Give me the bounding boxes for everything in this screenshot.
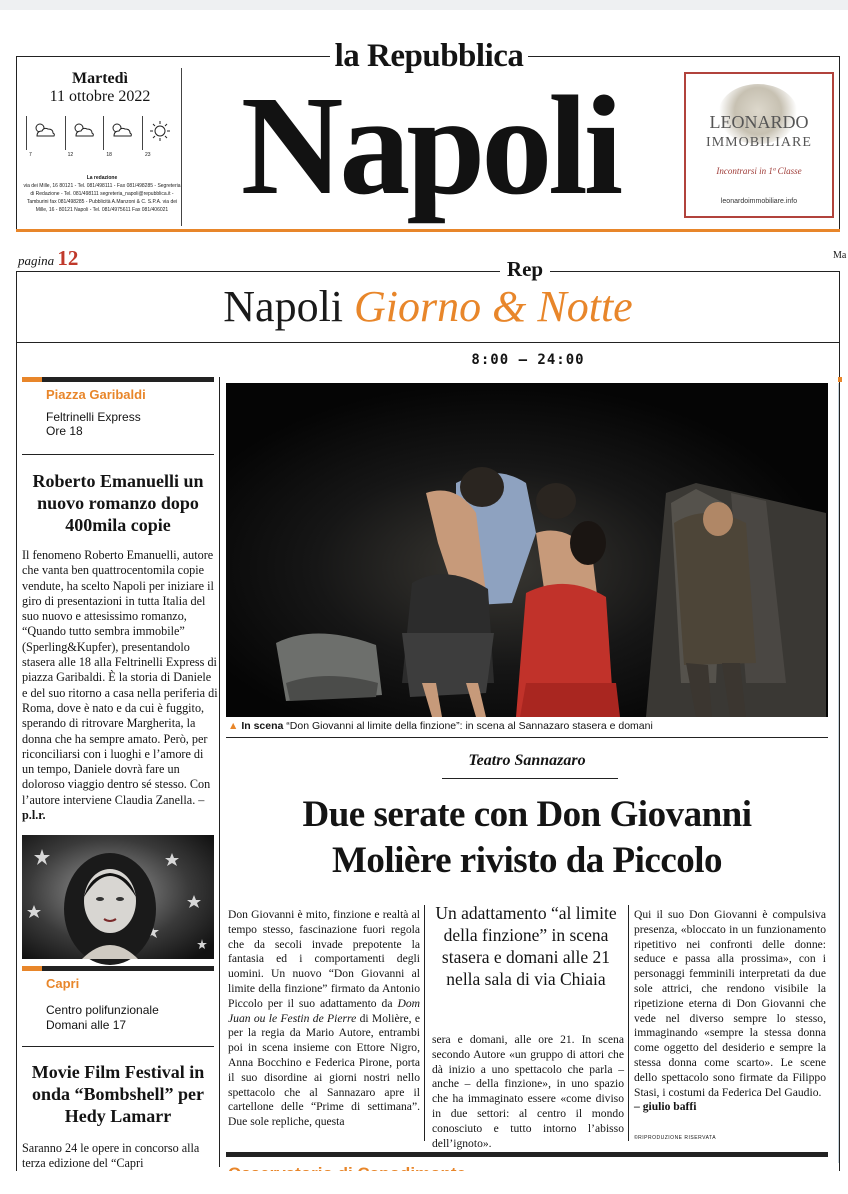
hedy-lamarr-photo (22, 835, 214, 959)
headline-line: Molière rivisto da Piccolo (331, 840, 723, 881)
adjacent-page-accent (838, 377, 842, 382)
body-text: di Molière, e per la regia da Mario Autore, entrambi poi in scena insieme con Ettore Nigro, Anna Bocchino e Federica Pirone, porta il suo disordine ai giorni nostri nello spettacolo che al Sannazaro apre il cartellone delle “Prime di settimana”. Due sole repliche, questa (228, 1011, 420, 1129)
body-text: Qui il suo Don Giovanni è compulsiva presenza, «bloccato in un funzionamento ripetitivo nei confronti delle donne: seduce e passa alla prossima», con i personaggi femminili interpretati da due sole attrici, che rendono visibile la ripetizione eterna di Don Giovanni che vede nel diverso sempre lo stesso, immaginando «sempre la stessa donna come oggetto del desiderio e sempre la stessa donna come scarto». Le scene dello spettacolo sono firmate da Filippo Stasi, i costumi da Federica Del Gaudio. (634, 908, 826, 1099)
section-title (16, 281, 840, 332)
weather-temp: 7 (29, 152, 32, 158)
ad-url[interactable]: leonardoimmobiliare.info (720, 198, 798, 205)
section-name: Giorno & Notte (354, 282, 633, 331)
weather-temp: 12 (67, 152, 74, 158)
masthead-rule-right (528, 56, 840, 57)
theatre-scene-photo (226, 383, 828, 717)
listing-divider (22, 454, 214, 455)
page-label (18, 246, 78, 271)
article-headline[interactable] (226, 792, 828, 884)
cloud-sun-icon (65, 116, 99, 158)
headline-line: Due serate con Don Giovanni (302, 794, 752, 835)
listing-venue: Feltrinelli Express (46, 410, 141, 424)
listing-place: Capri (46, 976, 80, 991)
next-article-heading[interactable] (228, 1160, 628, 1171)
caption-triangle-icon: ▲ (228, 720, 239, 732)
next-article-bar (226, 1152, 828, 1157)
listing-place: Piazza Garibaldi (46, 387, 146, 402)
listing-venue: Centro polifunzionale (46, 1003, 159, 1017)
date-day: Martedì (72, 70, 128, 87)
listing-divider (22, 1046, 214, 1047)
photo-caption (228, 720, 828, 732)
masthead-rule-left (16, 56, 330, 57)
pull-quote: Un adattamento “al limite della finzione” in scena stasera e domani alle 21 nella sala di via Chiaia (435, 903, 617, 989)
article-kicker: Teatro Sannazaro (468, 752, 586, 769)
page-bottom-margin (0, 1171, 848, 1194)
listing-bar (42, 377, 214, 382)
body-text: Don Giovanni è mito, finzione e realtà al tempo stesso, fascinazione fuori regola che da secoli invade prepotente la fantasia ed i comportamenti degli uomini. Un nuovo “Don Giovanni al limite della finzione” firmato da Antonio Piccolo per il suo adattamento da (228, 908, 420, 1010)
city-title: Napoli (240, 66, 620, 224)
listing-body-text: Il fenomeno Roberto Emanuelli, autore che vanta ben quattrocentomila copie vendute, ha scelto Napoli per iniziare il giro di presentazioni in tutta Italia del suo nuovo e attesissimo romanzo, “Quando tutto sembra immobile” (Sperling&Kupfer), presentandolo stasera alle 18 alla Feltrinelli Express di piazza Garibaldi. È la storia di Daniele e del suo ritorno a casa nella periferia di Roma, dove è nato e da cui è fuggito, sperando di ritrovare Margherita, la donna che ha sempre amato. Però, per riconciliarsi con i luoghi e l’amore di un tempo, Daniele dovrà fare un doloroso viaggio dentro sé stesso. Con l’autore interviene Claudia Zanella. – (22, 548, 218, 807)
article-byline: – giulio baffi (634, 1100, 697, 1114)
browser-top-strip (0, 0, 848, 10)
date-full: 11 ottobre 2022 (49, 88, 151, 105)
column-separator (628, 905, 629, 1141)
listing-headline[interactable]: Movie Film Festival in onda “Bombshell” per Hedy Lamarr (31, 1062, 205, 1126)
section-hours: 8:00 – 24:00 (471, 352, 585, 368)
caption-rule (226, 737, 828, 738)
weather-strip (26, 116, 176, 158)
article-column-1 (228, 908, 420, 1144)
section-rule-left (16, 271, 500, 272)
listing-body: Saranno 24 le opere in concorso alla terza edizione del “Capri (22, 1141, 200, 1170)
redazione-title: La redazione (86, 175, 118, 181)
listing-headline[interactable]: Roberto Emanuelli un nuovo romanzo dopo 400mila copie (32, 471, 204, 535)
kicker-rule (442, 778, 618, 779)
weather-temp: 18 (106, 152, 112, 158)
rights-notice: ©RIPRODUZIONE RISERVATA (634, 1135, 717, 1141)
ad-brand-subtitle: IMMOBILIARE (706, 135, 812, 150)
redazione-contacts: via dei Mille, 16 80121 - Tel. 081/498111 - Fax 081/498285 - Segreteria di Redazione - Tel. 081/498111 segreteria_napoli@repubblica.it - Tamburini fax 081/498285 - Pubblicità A.Manzoni & C. S.P.A. via dei Mille, 16 - 80121 Napoli - Tel. 081/4975611 Fax 081/406021 (23, 183, 181, 213)
listing-time: Ore 18 (46, 424, 83, 438)
ad-slogan: Incontrarsi in 1ª Classe (716, 166, 802, 176)
adjacent-page-edge-text: Ma (833, 250, 847, 261)
page-number: 12 (57, 246, 79, 270)
caption-lead: In scena (241, 720, 284, 732)
cloud-sun-icon (103, 116, 137, 158)
rep-label: Rep (506, 257, 544, 281)
section-divider (16, 342, 840, 343)
listing-signature: p.l.r. (22, 808, 46, 823)
page-label-text: pagina (18, 253, 55, 268)
brand-name: la Repubblica (334, 38, 524, 74)
cloud-sun-icon (26, 116, 60, 158)
article-column-3 (634, 908, 826, 1136)
listing-body (22, 548, 218, 823)
ad-brand-name: LEONARDO (709, 112, 809, 132)
masthead-accent-rule (16, 229, 840, 232)
listing-accent-bar (22, 966, 42, 971)
section-city: Napoli (223, 282, 344, 331)
body-italic-title: Dom Juan ou le Festin de Pierre (228, 996, 420, 1025)
column-separator (424, 905, 425, 1141)
weather-temp: 23 (144, 152, 151, 158)
section-rule-right (550, 271, 840, 272)
listing-time: Domani alle 17 (46, 1018, 127, 1032)
article-column-2: sera e domani, alle ore 21. In scena secondo Autore «un gruppo di attori che dà inizio a uno spettacolo che parla – anche – della finzione», in uno spazio che ha immaginato essere «come diviso in due settori: al centro il mondo conosciuto e tutto intorno l’abisso dell’ignoto». (432, 1033, 624, 1150)
listing-bar (42, 966, 214, 971)
adjacent-page-edge (838, 383, 839, 1163)
caption-text: “Don Giovanni al limite della finzione”: in scena al Sannazaro stasera e domani (286, 720, 653, 732)
listing-accent-bar (22, 377, 42, 382)
sun-icon (142, 116, 176, 158)
column-divider (219, 377, 220, 1167)
